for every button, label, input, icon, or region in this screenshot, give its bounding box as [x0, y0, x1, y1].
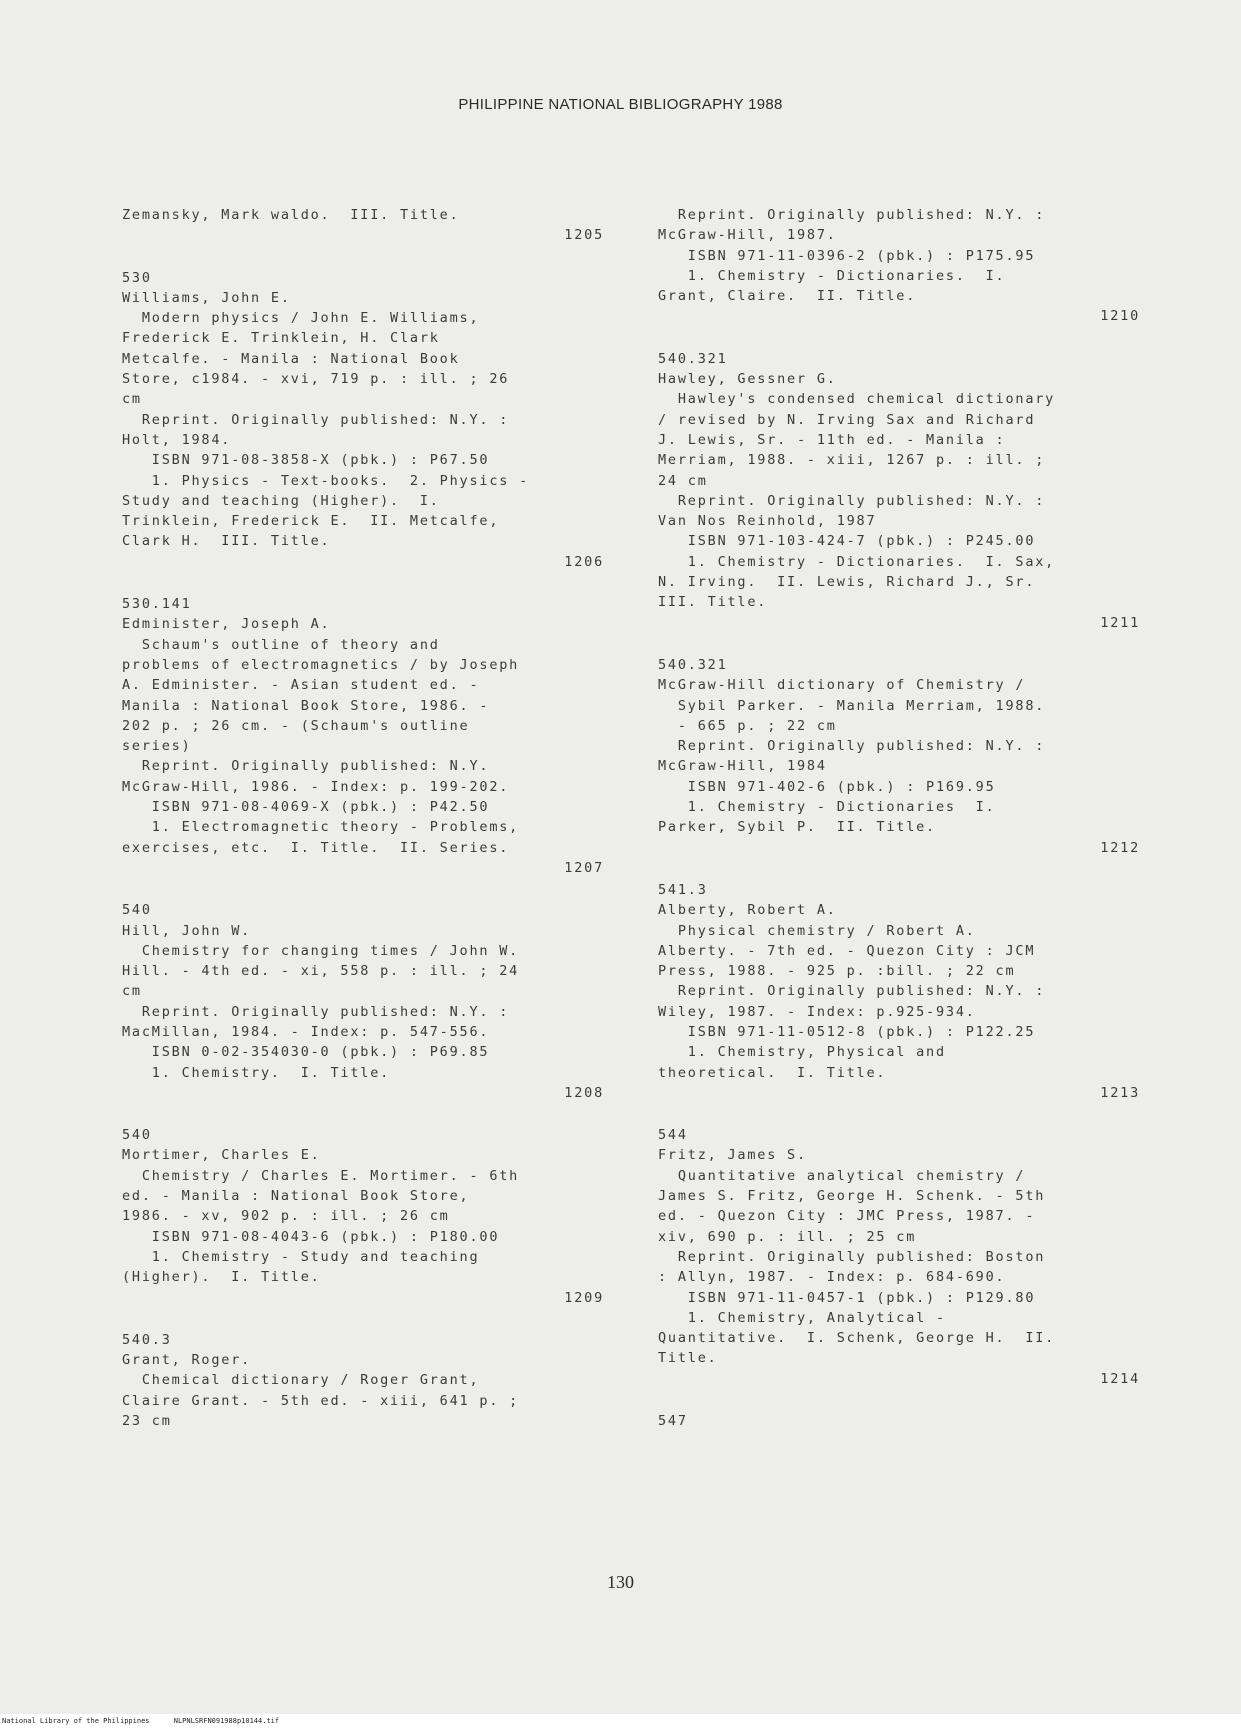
left-column — [122, 205, 612, 1431]
entry-line: Title. — [658, 1350, 718, 1367]
footer-library: National Library of the Philippines — [2, 1717, 150, 1725]
entry-line: Quantitative analytical chemistry / — [658, 1167, 1026, 1184]
entry-line: Parker, Sybil P. II. Title. — [658, 819, 936, 836]
entry-line: McGraw-Hill, 1986. - Index: p. 199-202. — [122, 778, 510, 795]
entry-line: ISBN 971-08-4043-6 (pbk.) : P180.00 — [122, 1228, 500, 1245]
entry-line: problems of electromagnetics / by Joseph — [122, 656, 520, 673]
entry-line: Hawley, Gessner G. — [658, 371, 837, 388]
entry-line: Reprint. Originally published: N.Y. : — [658, 207, 1046, 223]
entry-gap — [122, 1308, 612, 1330]
entry-line: ISBN 971-08-3858-X (pbk.) : P67.50 — [122, 452, 490, 469]
entry-line: Reprint. Originally published: N.Y. : — [122, 1003, 510, 1020]
entry-line: ISBN 971-11-0512-8 (pbk.) : P122.25 — [658, 1023, 1036, 1040]
entry-line: (Higher). I. Title. — [122, 1269, 321, 1286]
entry-line: 1986. - xv, 902 p. : ill. ; 26 cm — [122, 1208, 450, 1225]
entry-gap — [658, 633, 1148, 655]
entry-line: exercises, etc. I. Title. II. Series. — [122, 839, 510, 856]
entry-number: 1211 — [1100, 614, 1140, 631]
entry-line: 24 cm — [658, 472, 708, 489]
entry-line: cm — [122, 983, 142, 1000]
bibliography-entry — [122, 1125, 612, 1308]
entry-line: 1. Chemistry - Dictionaries. I. Sax, — [658, 553, 1056, 570]
entry-line: 540.321 — [658, 350, 728, 367]
entry-line: Physical chemistry / Robert A. — [658, 922, 976, 939]
bibliography-entry — [658, 349, 1148, 633]
entry-line: Hill, John W. — [122, 922, 252, 939]
entry-gap — [658, 1103, 1148, 1125]
entry-line: Chemical dictionary / Roger Grant, — [122, 1372, 480, 1389]
entry-line: ISBN 971-402-6 (pbk.) : P169.95 — [658, 778, 996, 795]
entry-line: series) — [122, 738, 192, 755]
entry-line: Press, 1988. - 925 p. :bill. ; 22 cm — [658, 963, 1016, 980]
entry-line: N. Irving. II. Lewis, Richard J., Sr. — [658, 574, 1036, 591]
entry-line: 540 — [122, 902, 152, 919]
entry-line: theoretical. I. Title. — [658, 1064, 887, 1081]
entry-line: ISBN 0-02-354030-0 (pbk.) : P69.85 — [122, 1044, 490, 1061]
entry-line: 540 — [122, 1127, 152, 1144]
entry-line: Chemistry / Charles E. Mortimer. - 6th — [122, 1167, 520, 1184]
entry-line: 1. Chemistry, Analytical - — [658, 1309, 946, 1326]
bibliography-entry — [658, 1411, 1148, 1431]
entry-line: Holt, 1984. — [122, 431, 232, 448]
entry-number: 1209 — [564, 1289, 604, 1306]
entry-line: Schaum's outline of theory and — [122, 636, 440, 653]
entry-line: 541.3 — [658, 881, 708, 898]
entry-gap — [122, 1103, 612, 1125]
entry-number: 1213 — [1100, 1084, 1140, 1101]
entry-line: 530 — [122, 269, 152, 286]
entry-line: ed. - Quezon City : JMC Press, 1987. - — [658, 1208, 1036, 1225]
bibliography-entry — [122, 268, 612, 572]
entry-line: Reprint. Originally published: N.Y. : — [658, 983, 1046, 1000]
bibliography-entry — [658, 1125, 1148, 1389]
entry-number: 1208 — [564, 1084, 604, 1101]
entry-line: Reprint. Originally published: Boston — [658, 1248, 1046, 1265]
entry-line: Edminister, Joseph A. — [122, 616, 331, 633]
scan-footer — [0, 1714, 1241, 1728]
entry-gap — [658, 1389, 1148, 1411]
entry-line: Mortimer, Charles E. — [122, 1147, 321, 1164]
entry-line: ed. - Manila : National Book Store, — [122, 1188, 470, 1205]
entry-line: 544 — [658, 1127, 688, 1144]
entry-line: III. Title. — [658, 594, 768, 611]
entry-line: Grant, Roger. — [122, 1352, 252, 1369]
entry-gap — [658, 327, 1148, 349]
entry-line: Metcalfe. - Manila : National Book — [122, 350, 460, 367]
entry-line: Grant, Claire. II. Title. — [658, 288, 917, 305]
entry-line: - 665 p. ; 22 cm — [658, 717, 837, 734]
bibliography-entry — [658, 655, 1148, 858]
entry-line: J. Lewis, Sr. - 11th ed. - Manila : — [658, 431, 1006, 448]
entry-line: 1. Chemistry - Study and teaching — [122, 1248, 480, 1265]
entry-gap — [122, 572, 612, 594]
bibliography-entry — [122, 594, 612, 878]
entry-number: 1210 — [1100, 308, 1140, 325]
entry-number: 1212 — [1100, 839, 1140, 856]
entry-line: Williams, John E. — [122, 289, 291, 306]
page-number: 130 — [607, 1572, 634, 1592]
entry-line: McGraw-Hill dictionary of Chemistry / — [658, 677, 1026, 694]
entry-number: 1214 — [1100, 1370, 1140, 1387]
entry-number: 1205 — [564, 227, 604, 244]
entry-gap — [122, 246, 612, 268]
entry-line: 1. Chemistry - Dictionaries I. — [658, 799, 996, 816]
entry-line: 530.141 — [122, 596, 192, 613]
footer-filename: NLPNLSRFN091988p10144.tif — [173, 1717, 280, 1725]
entry-line: 1. Chemistry. I. Title. — [122, 1064, 391, 1081]
entry-line: 547 — [658, 1413, 688, 1430]
entry-line: Van Nos Reinhold, 1987 — [658, 513, 877, 530]
entry-line: 540.321 — [658, 656, 728, 673]
entry-line: Claire Grant. - 5th ed. - xiii, 641 p. ; — [122, 1392, 520, 1409]
entry-line: Reprint. Originally published: N.Y. — [122, 758, 490, 775]
entry-line: Study and teaching (Higher). I. — [122, 492, 440, 509]
entry-line: Quantitative. I. Schenk, George H. II. — [658, 1330, 1056, 1347]
entry-line: Merriam, 1988. - xiii, 1267 p. : ill. ; — [658, 452, 1046, 469]
entry-line: A. Edminister. - Asian student ed. - — [122, 677, 480, 694]
entry-line: Manila : National Book Store, 1986. - — [122, 697, 490, 714]
entry-line: Reprint. Originally published: N.Y. : — [122, 411, 510, 428]
entry-line: xiv, 690 p. : ill. ; 25 cm — [658, 1228, 917, 1245]
bibliography-entry — [658, 880, 1148, 1103]
bibliography-entry — [122, 900, 612, 1103]
entry-line: McGraw-Hill, 1984 — [658, 758, 827, 775]
entry-line: Zemansky, Mark waldo. III. Title. — [122, 207, 460, 223]
entry-line: James S. Fritz, George H. Schenk. - 5th — [658, 1188, 1046, 1205]
entry-gap — [122, 878, 612, 900]
entry-line: Wiley, 1987. - Index: p.925-934. — [658, 1003, 976, 1020]
entry-line: Hill. - 4th ed. - xi, 558 p. : ill. ; 24 — [122, 963, 520, 980]
entry-line: Frederick E. Trinklein, H. Clark — [122, 330, 440, 347]
entry-line: : Allyn, 1987. - Index: p. 684-690. — [658, 1269, 1006, 1286]
entry-line: ISBN 971-11-0396-2 (pbk.) : P175.95 — [658, 247, 1036, 264]
entry-line: Hawley's condensed chemical dictionary — [658, 391, 1056, 408]
entry-line: 1. Electromagnetic theory - Problems, — [122, 819, 520, 836]
entry-line: Fritz, James S. — [658, 1147, 807, 1164]
entry-line: cm — [122, 391, 142, 408]
entry-line: McGraw-Hill, 1987. — [658, 227, 837, 244]
entry-number: 1207 — [564, 859, 604, 876]
entry-line: Reprint. Originally published: N.Y. : — [658, 492, 1046, 509]
entry-line: Sybil Parker. - Manila Merriam, 1988. — [658, 697, 1046, 714]
entry-line: ISBN 971-08-4069-X (pbk.) : P42.50 — [122, 799, 490, 816]
page-header: PHILIPPINE NATIONAL BIBLIOGRAPHY 1988 — [458, 96, 783, 113]
entry-line: ISBN 971-103-424-7 (pbk.) : P245.00 — [658, 533, 1036, 550]
entry-line: 202 p. ; 26 cm. - (Schaum's outline — [122, 717, 470, 734]
entry-line: 1. Physics - Text-books. 2. Physics - — [122, 472, 530, 489]
entry-gap — [658, 858, 1148, 880]
entry-line: 23 cm — [122, 1413, 172, 1430]
entry-line: 1. Chemistry - Dictionaries. I. — [658, 267, 1006, 284]
entry-line: Trinklein, Frederick E. II. Metcalfe, — [122, 513, 500, 530]
entry-line: Modern physics / John E. Williams, — [122, 310, 480, 327]
bibliography-entry — [658, 205, 1148, 327]
entry-line: Reprint. Originally published: N.Y. : — [658, 738, 1046, 755]
entry-line: Chemistry for changing times / John W. — [122, 942, 520, 959]
entry-line: ISBN 971-11-0457-1 (pbk.) : P129.80 — [658, 1289, 1036, 1306]
entry-line: MacMillan, 1984. - Index: p. 547-556. — [122, 1023, 490, 1040]
entry-line: Store, c1984. - xvi, 719 p. : ill. ; 26 — [122, 371, 510, 388]
entry-line: Clark H. III. Title. — [122, 533, 331, 550]
entry-number: 1206 — [564, 553, 604, 570]
entry-line: 540.3 — [122, 1331, 172, 1348]
entry-line: Alberty. - 7th ed. - Quezon City : JCM — [658, 942, 1036, 959]
entry-line: / revised by N. Irving Sax and Richard — [658, 411, 1036, 428]
entry-line: 1. Chemistry, Physical and — [658, 1044, 946, 1061]
entry-line: Alberty, Robert A. — [658, 902, 837, 919]
bibliography-entry — [122, 205, 612, 246]
right-column — [658, 205, 1148, 1431]
bibliography-entry — [122, 1330, 612, 1431]
